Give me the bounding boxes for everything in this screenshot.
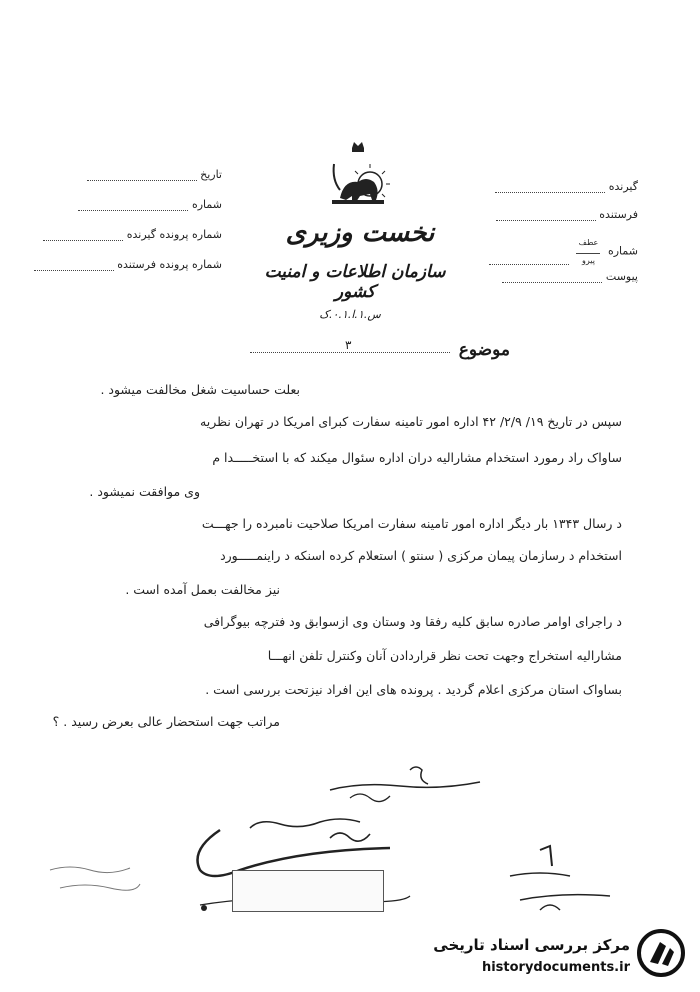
body-line-7: نیز مخالفت بعمل آمده است .	[125, 582, 280, 597]
number-field-right	[489, 238, 638, 265]
body-line-3: ساواک راد رمورد استخدام مشارالیه دران اداره سئوال میکند که با استخـــــدا م	[212, 450, 622, 465]
subject-number: ۳	[345, 338, 352, 352]
sender-label: فرستنده	[599, 208, 638, 221]
handwritten-file-number	[500, 840, 620, 920]
body-line-6: استخدام د رسازمان پیمان مرکزی ( سنتو ) استعلام کرده اسنکه د راینمـــــورد	[220, 548, 622, 563]
archive-logo-icon	[636, 928, 686, 978]
lion-and-sun-emblem-icon	[318, 140, 398, 220]
recipient-file-label: شماره پرونده گیرنده	[126, 228, 222, 241]
recipient-label: گیرنده	[608, 180, 638, 193]
body-line-1: بعلت حساسیت شغل مخالفت میشود .	[100, 382, 300, 397]
handwritten-signature-top	[320, 760, 490, 810]
date-label: تاریخ	[200, 168, 222, 181]
number-bottom-label: پیرو	[582, 256, 595, 265]
body-line-4: وی موافقت نمیشود .	[89, 484, 200, 499]
body-line-8: د راجرای اوامر صادره سابق کلیه رفقا ود وستان وی ازسوابق ود فترچه بیوگرافی	[203, 614, 622, 629]
header-subtitle: سازمان اطلاعات و امنیت کشور	[264, 262, 446, 302]
recipient-file-field	[43, 228, 222, 241]
recipient-field	[495, 180, 638, 193]
attachment-label: پیوست	[605, 270, 638, 283]
attachment-field	[502, 270, 638, 283]
watermark-url: historydocuments.ir	[481, 960, 630, 975]
subject-line	[250, 352, 450, 353]
header-code: س.۱.ا.۰.۱.ک	[319, 308, 381, 321]
number-field-left	[78, 198, 222, 211]
number-top-label: عطف	[578, 238, 599, 247]
number-label-right: شماره	[607, 244, 638, 258]
body-line-5: د رسال ۱۳۴۳ بار دیگر اداره امور تامینه سفارت امریکا صلاحیت نامبرده را جهـــت	[201, 516, 622, 531]
body-line-2: سپس در تاریخ ۱۹/ ۲/۹/ ۴۲ اداره امور تامینه سفارت کبرای امریکا در تهران نظریه	[200, 414, 622, 429]
stamp-box	[232, 870, 384, 912]
sender-field	[496, 208, 638, 221]
body-line-11: مراتب جهت استحضار عالی بعرض رسید . ؟	[52, 714, 280, 729]
sender-file-field	[34, 258, 222, 271]
handwritten-note-left	[40, 858, 160, 898]
header-title: نخست وزیری	[285, 218, 435, 248]
sender-file-label: شماره پرونده فرستنده	[117, 258, 222, 271]
body-line-9: مشارالیه استخراج وجهت تحت نظر قراردادن آنان وکنترل تلفن انهـــا	[267, 648, 622, 663]
number-label-left: شماره	[191, 198, 222, 211]
date-field	[87, 168, 222, 181]
watermark-org: مرکز بررسی اسناد تاریخی	[433, 936, 630, 954]
subject-label: موضوع	[458, 340, 510, 360]
body-line-10: بساواک استان مرکزی اعلام گردید . پرونده های این افراد نیزتحت بررسی است .	[205, 682, 622, 697]
